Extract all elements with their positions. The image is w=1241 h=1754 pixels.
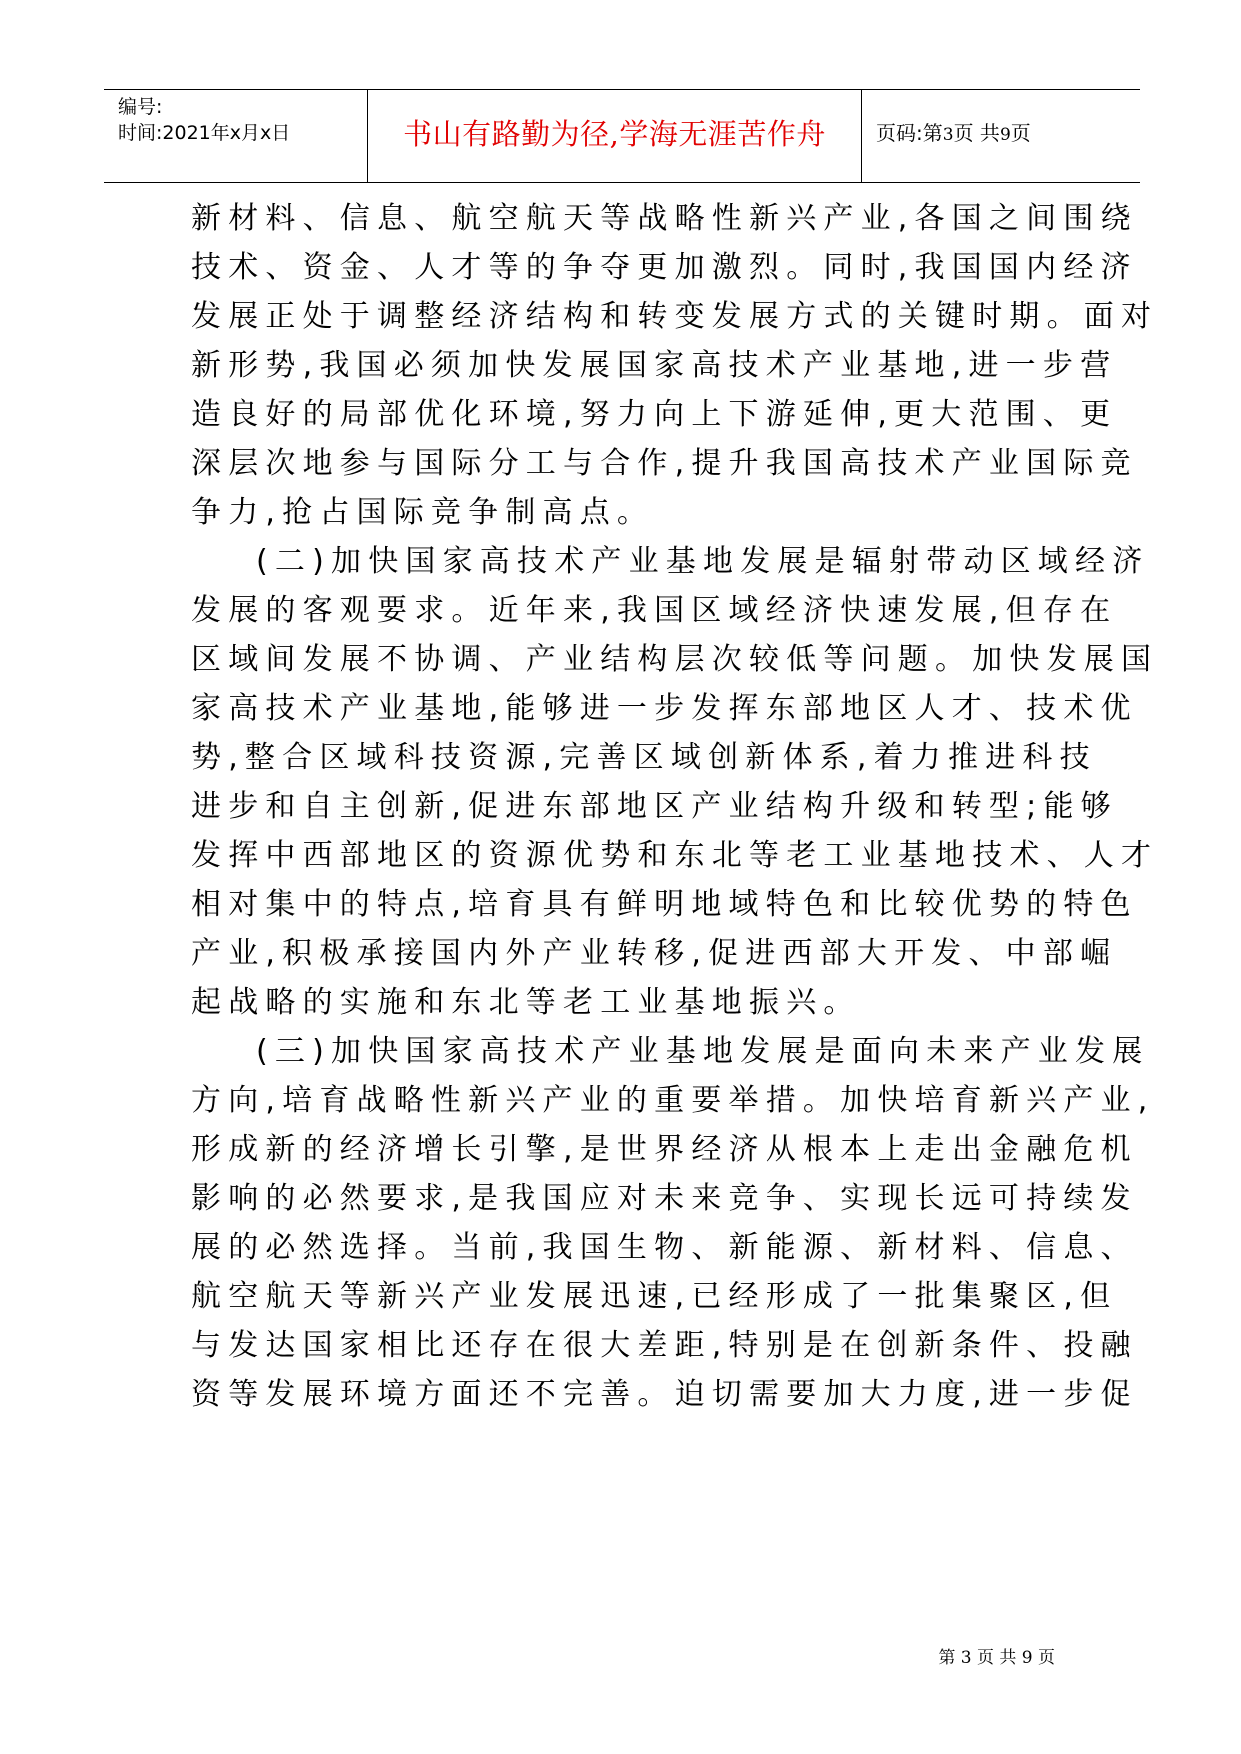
page-code-label: 页码:第 — [876, 121, 943, 145]
body-line: 资等发展环境方面还不完善。迫切需要加大力度,进一步促 — [191, 1377, 1138, 1412]
body-line: 发挥中西部地区的资源优势和东北等老工业基地技术、人才 — [191, 838, 1159, 873]
body-line: 深层次地参与国际分工与合作,提升我国高技术产业国际竞 — [191, 446, 1138, 481]
body-line: 航空航天等新兴产业发展迅速,已经形成了一批集聚区,但 — [191, 1279, 1118, 1314]
document-number-label: 编号: — [118, 96, 163, 118]
body-line: 起战略的实施和东北等老工业基地振兴。 — [191, 985, 861, 1020]
page-code-mid: 页 共 — [953, 121, 1000, 145]
body-line: 造良好的局部优化环境,努力向上下游延伸,更大范围、更 — [191, 397, 1118, 432]
body-line: 进步和自主创新,促进东部地区产业结构升级和转型;能够 — [191, 789, 1118, 824]
body-line: 产业,积极承接国内外产业转移,促进西部大开发、中部崛 — [191, 936, 1118, 971]
body-line: 新形势,我国必须加快发展国家高技术产业基地,进一步营 — [191, 348, 1118, 383]
body-line: 形成新的经济增长引擎,是世界经济从根本上走出金融危机 — [191, 1132, 1138, 1167]
body-line: 家高技术产业基地,能够进一步发挥东部地区人才、技术优 — [191, 691, 1138, 726]
paragraph-first-line: (二)加快国家高技术产业基地发展是辐射带动区域经济 — [256, 544, 1150, 579]
page-code-end: 页 — [1010, 121, 1031, 145]
body-line: 技术、资金、人才等的争夺更加激烈。同时,我国国内经济 — [191, 250, 1138, 285]
body-line: 相对集中的特点,培育具有鲜明地域特色和比较优势的特色 — [191, 887, 1138, 922]
body-line: 展的必然选择。当前,我国生物、新能源、新材料、信息、 — [191, 1230, 1138, 1265]
body-line: 争力,抢占国际竞争制高点。 — [191, 495, 655, 530]
body-line: 发展的客观要求。近年来,我国区域经济快速发展,但存在 — [191, 593, 1118, 628]
header-motto: 书山有路勤为径,学海无涯苦作舟 — [403, 117, 826, 151]
page-code-total: 9 — [999, 125, 1011, 145]
body-line: 新材料、信息、航空航天等战略性新兴产业,各国之间围绕 — [191, 201, 1138, 236]
body-line: 发展正处于调整经济结构和转变发展方式的关键时期。面对 — [191, 299, 1159, 334]
document-time-label: 时间:2021年x月x日 — [118, 122, 291, 144]
page-footer: 第 3 页 共 9 页 — [938, 1648, 1055, 1668]
body-line: 影响的必然要求,是我国应对未来竞争、实现长远可持续发 — [191, 1181, 1138, 1216]
page-code-current: 3 — [942, 125, 954, 145]
body-line: 区域间发展不协调、产业结构层次较低等问题。加快发展国 — [191, 642, 1159, 677]
paragraph-first-line: (三)加快国家高技术产业基地发展是面向未来产业发展 — [256, 1034, 1150, 1069]
body-line: 方向,培育战略性新兴产业的重要举措。加快培育新兴产业, — [191, 1083, 1155, 1118]
body-line: 势,整合区域科技资源,完善区域创新体系,着力推进科技 — [191, 740, 1097, 775]
body-line: 与发达国家相比还存在很大差距,特别是在创新条件、投融 — [191, 1328, 1138, 1363]
